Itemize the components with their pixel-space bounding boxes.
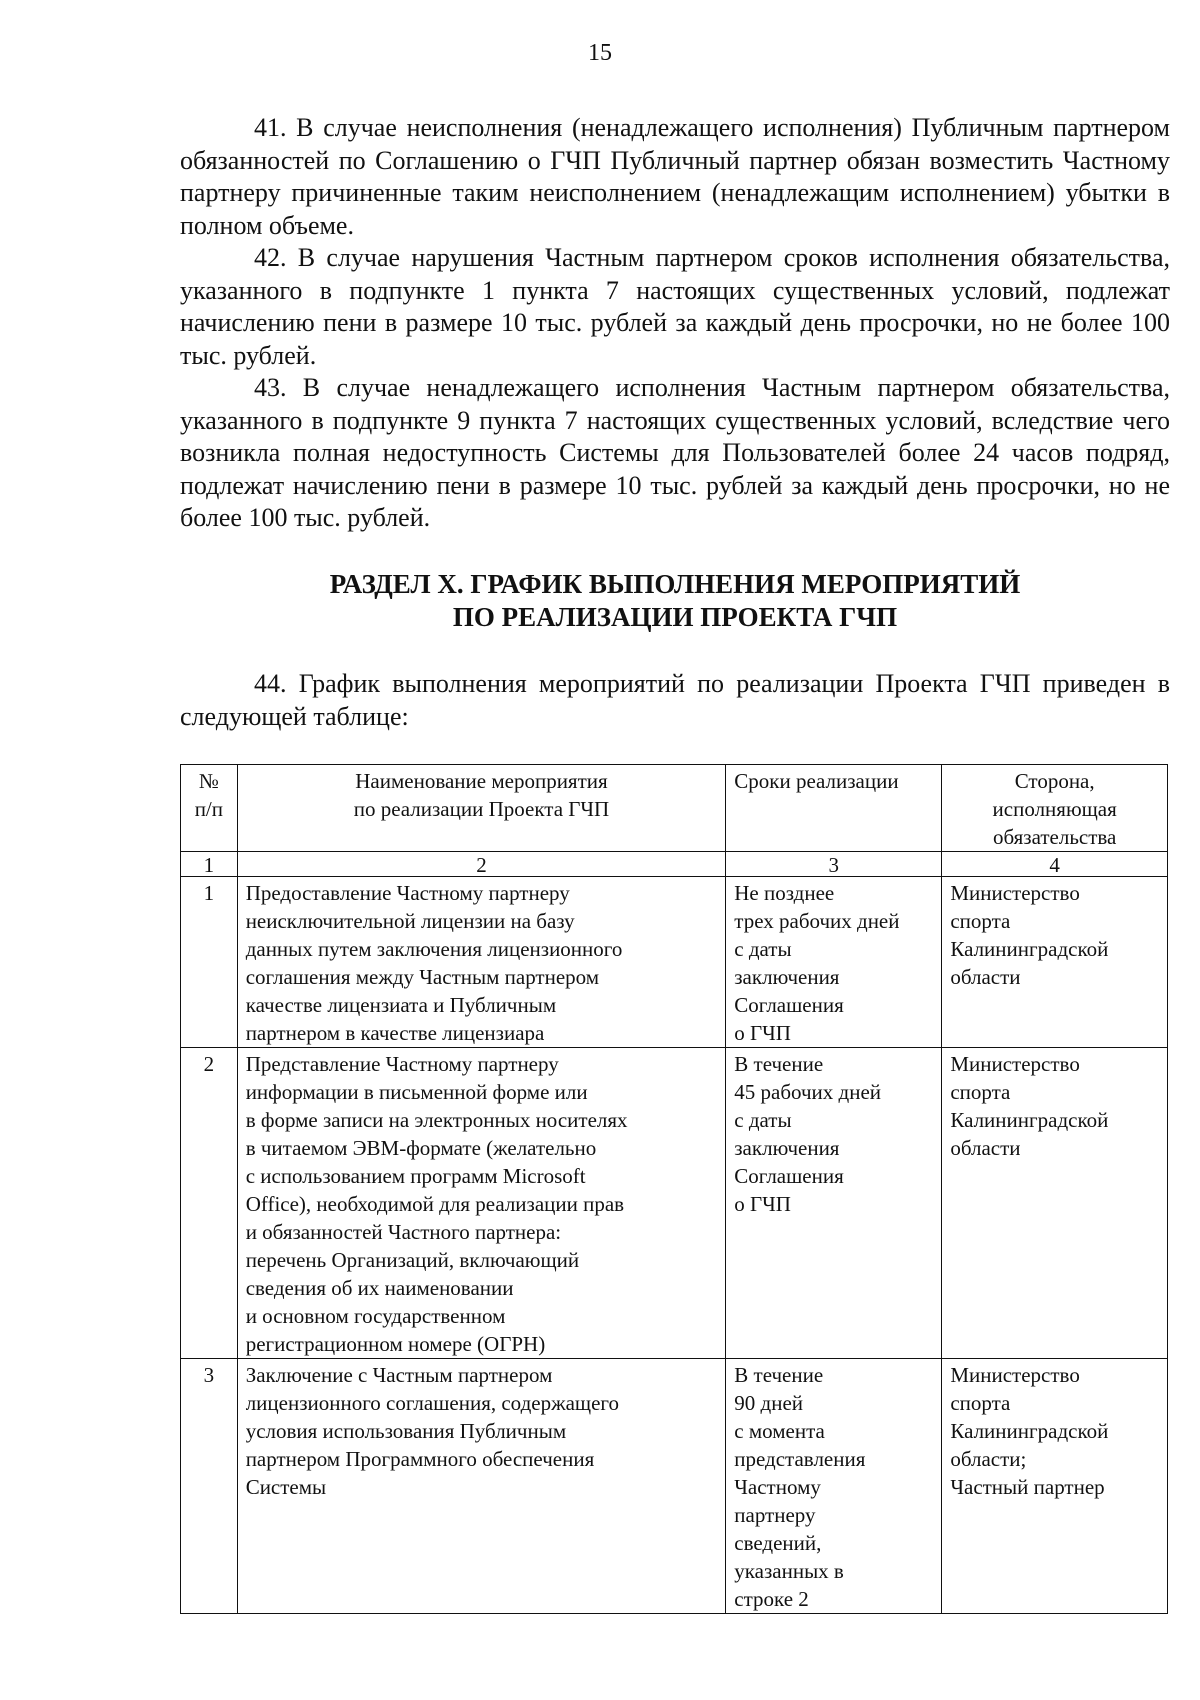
column-number: 4 [942, 852, 1168, 877]
schedule-table [180, 764, 1168, 1614]
header-number [181, 765, 238, 852]
event-term [726, 877, 942, 1048]
responsible-party [942, 1048, 1168, 1359]
responsible-party-line: Калининградской [950, 1419, 1109, 1443]
responsible-party-line: Калининградской [950, 937, 1109, 961]
responsible-party-line: спорта [950, 909, 1011, 933]
responsible-party-line: Министерство [950, 1363, 1080, 1387]
event-term-line: В течение [734, 1052, 824, 1076]
responsible-party-line: Министерство [950, 881, 1080, 905]
header-number-line: п/п [194, 797, 223, 821]
section-heading [180, 568, 1170, 634]
paragraph-2: 42. В случае нарушения Частным партнером сроков исполнения обязательства, указанного в подпункте 1 пункта 7 настоящих существенных условий, подлежат начислению пени в размере 10 тыс. рублей за каждый день просрочки, но не более 100 тыс. рублей. [180, 243, 1170, 370]
event-name-line: Заключение с Частным партнером [245, 1363, 553, 1387]
header-number-line: № [198, 769, 219, 793]
responsible-party-line: спорта [950, 1080, 1011, 1104]
event-term-line: партнеру [734, 1503, 816, 1527]
section-title-line1: РАЗДЕЛ X. ГРАФИК ВЫПОЛНЕНИЯ МЕРОПРИЯТИЙ [329, 569, 1021, 599]
event-term-line: 45 рабочих дней [734, 1080, 882, 1104]
event-name-line: неисключительной лицензии на базу [245, 909, 575, 933]
intro-paragraph [180, 668, 1170, 733]
event-name-line: соглашения между Частным партнером [245, 965, 600, 989]
responsible-party [942, 1359, 1168, 1614]
event-name [237, 877, 726, 1048]
event-term-line: Соглашения [734, 1164, 844, 1188]
event-name [237, 1359, 726, 1614]
event-name-line: в форме записи на электронных носителях [245, 1108, 628, 1132]
header-party [942, 765, 1168, 852]
event-term-line: Соглашения [734, 993, 844, 1017]
responsible-party-line: области [950, 965, 1021, 989]
header-terms-line: Сроки реализации [734, 769, 899, 793]
paragraph-1: 41. В случае неисполнения (ненадлежащего исполнения) Публичным партнером обязанностей по Соглашению о ГЧП Публичный партнер обязан возместить Частному партнеру причиненные таким неисполнением (ненадлежащим исполнением) убытки в полном объеме. [180, 113, 1170, 240]
event-term-line: о ГЧП [734, 1192, 791, 1216]
event-name-line: с использованием программ Microsoft [245, 1164, 586, 1188]
schedule-table-body [181, 765, 1168, 1614]
table-header-row [181, 765, 1168, 852]
event-term-line: сведений, [734, 1531, 822, 1555]
event-term-line: указанных в [734, 1559, 844, 1583]
event-term-line: Частному [734, 1475, 821, 1499]
event-term-line: с даты [734, 1108, 792, 1132]
event-name-line: и основном государственном [245, 1304, 506, 1328]
paragraph-3: 43. В случае ненадлежащего исполнения Частным партнером обязательства, указанного в подпункте 9 пункта 7 настоящих существенных условий, вследствие чего возникла полная недоступность Системы для Пользователей более 24 часов подряд, подлежат начислению пени в размере 10 тыс. рублей за каждый день просрочки, но не более 100 тыс. рублей. [180, 373, 1170, 532]
event-term-line: с даты [734, 937, 792, 961]
event-term-line: строке 2 [734, 1587, 809, 1611]
event-name-line: регистрационном номере (ОГРН) [245, 1332, 546, 1356]
responsible-party-line: Калининградской [950, 1108, 1109, 1132]
header-terms [726, 765, 942, 852]
event-term [726, 1048, 942, 1359]
event-term-line: заключения [734, 1136, 840, 1160]
header-party-line: обязательства [992, 825, 1117, 849]
event-name-line: партнером в качестве лицензиара [245, 1021, 545, 1045]
event-name-line: качестве лицензиата и Публичным [245, 993, 557, 1017]
event-name-line: лицензионного соглашения, содержащего [245, 1391, 619, 1415]
responsible-party-line: Министерство [950, 1052, 1080, 1076]
header-event-name-line: Наименование мероприятия [355, 769, 608, 793]
column-number: 3 [726, 852, 942, 877]
event-name [237, 1048, 726, 1359]
column-number: 2 [237, 852, 726, 877]
responsible-party-line: области [950, 1136, 1021, 1160]
event-name-line: Представление Частному партнеру [245, 1052, 559, 1076]
column-number: 1 [181, 852, 238, 877]
event-name-line: Office), необходимой для реализации прав [245, 1192, 625, 1216]
event-term-line: 90 дней [734, 1391, 803, 1415]
header-event-name-line: по реализации Проекта ГЧП [353, 797, 610, 821]
header-event-name [237, 765, 726, 852]
event-name-line: Предоставление Частному партнеру [245, 881, 570, 905]
responsible-party-line: Частный партнер [950, 1475, 1105, 1499]
event-name-line: и обязанностей Частного партнера: [245, 1220, 562, 1244]
event-name-line: партнером Программного обеспечения [245, 1447, 595, 1471]
event-term-line: В течение [734, 1363, 824, 1387]
event-term [726, 1359, 942, 1614]
table-column-numbers-row [181, 852, 1168, 877]
responsible-party [942, 877, 1168, 1048]
paragraphs-block [180, 112, 1170, 535]
event-name-line: сведения об их наименовании [245, 1276, 514, 1300]
row-number: 2 [181, 1048, 238, 1359]
event-name-line: информации в письменной форме или [245, 1080, 588, 1104]
header-party-line: Сторона, [1014, 769, 1095, 793]
event-name-line: данных путем заключения лицензионного [245, 937, 623, 961]
responsible-party-line: области; [950, 1447, 1027, 1471]
event-term-line: с момента [734, 1419, 825, 1443]
header-party-line: исполняющая [992, 797, 1117, 821]
responsible-party-line: спорта [950, 1391, 1011, 1415]
event-term-line: Не позднее [734, 881, 835, 905]
page-number: 15 [588, 40, 612, 66]
event-name-line: в читаемом ЭВМ-формате (желательно [245, 1136, 597, 1160]
event-term-line: заключения [734, 965, 840, 989]
event-name-line: условия использования Публичным [245, 1419, 567, 1443]
row-number: 3 [181, 1359, 238, 1614]
section-title-line2: ПО РЕАЛИЗАЦИИ ПРОЕКТА ГЧП [452, 602, 898, 632]
table-row [181, 1359, 1168, 1614]
row-number: 1 [181, 877, 238, 1048]
event-name-line: перечень Организаций, включающий [245, 1248, 580, 1272]
table-row [181, 877, 1168, 1048]
event-term-line: представления [734, 1447, 866, 1471]
event-name-line: Системы [245, 1475, 327, 1499]
paragraph-intro: 44. График выполнения мероприятий по реализации Проекта ГЧП приведен в следующей таблице: [180, 669, 1170, 731]
event-term-line: о ГЧП [734, 1021, 791, 1045]
event-term-line: трех рабочих дней [734, 909, 900, 933]
table-row [181, 1048, 1168, 1359]
